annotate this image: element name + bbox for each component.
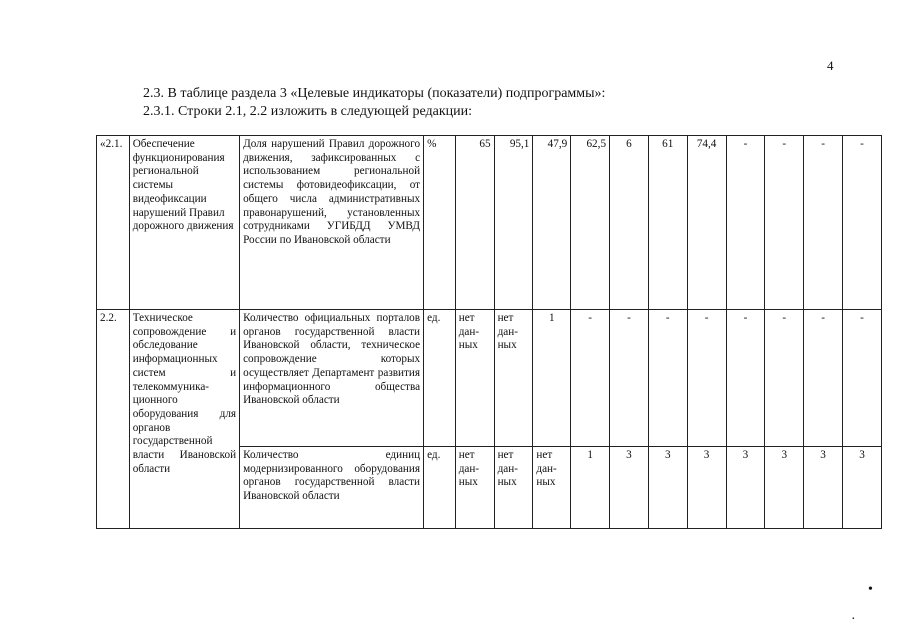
value-cell: 3 <box>687 447 726 529</box>
measure-name: Обеспечение функционирования региональной системы видеофиксации нарушений Правил дорожного движения <box>129 136 239 310</box>
value-cell: 47,9 <box>533 136 571 310</box>
value-cell: 1 <box>571 447 610 529</box>
value-cell: 62,5 <box>571 136 610 310</box>
value-cell: 74,4 <box>687 136 726 310</box>
value-cell: - <box>765 310 804 447</box>
value-cell: 3 <box>610 447 649 529</box>
page-number: 4 <box>827 58 834 73</box>
unit-cell: ед. <box>424 310 456 447</box>
intro-line-1: 2.3. В таблице раздела 3 «Целевые индикаторы (показатели) подпрограммы»: <box>143 86 606 101</box>
value-cell: - <box>648 310 687 447</box>
indicator-name: Доля нарушений Правил дорожного движения, зафиксированных с использованием региональной системы фотовидеофиксации, от общего числа административных правонарушений, установленных сотрудниками УГИБДД УМВД России по Ивановской области <box>240 136 424 310</box>
value-cell: - <box>804 310 843 447</box>
value-cell: нет дан-ных <box>455 310 494 447</box>
value-cell: 95,1 <box>494 136 533 310</box>
value-cell: 65 <box>455 136 494 310</box>
intro-line-2: 2.3.1. Строки 2.1, 2.2 изложить в следующей редакции: <box>143 104 473 119</box>
value-cell: - <box>610 310 649 447</box>
indicator-name: Количество единиц модернизированного оборудования органов государственной власти Ивановской области <box>240 447 424 529</box>
value-cell: 3 <box>765 447 804 529</box>
value-cell: - <box>765 136 804 310</box>
value-cell: - <box>804 136 843 310</box>
value-cell: - <box>843 136 882 310</box>
value-cell: - <box>571 310 610 447</box>
value-cell: 3 <box>843 447 882 529</box>
value-cell: 3 <box>804 447 843 529</box>
value-cell: - <box>843 310 882 447</box>
scan-mark: · <box>851 612 856 627</box>
unit-cell: ед. <box>424 447 456 529</box>
value-cell: 6 <box>610 136 649 310</box>
value-cell: - <box>726 310 765 447</box>
value-cell: нет дан-ных <box>533 447 571 529</box>
value-cell: нет дан-ных <box>455 447 494 529</box>
scan-mark: • <box>868 582 873 597</box>
table-row <box>97 136 882 310</box>
table-row <box>97 310 882 447</box>
value-cell: 3 <box>648 447 687 529</box>
value-cell: 3 <box>726 447 765 529</box>
indicator-name: Количество официальных порталов органов государственной власти Ивановской области, техническое сопровождение которых осуществляет Департамент развития информационного общества Ивановской области <box>240 310 424 447</box>
value-cell: - <box>687 310 726 447</box>
value-cell: - <box>726 136 765 310</box>
value-cell: нет дан-ных <box>494 447 533 529</box>
measure-name: Техническое сопровождение и обследование информационных систем и телекоммуника-ционного оборудования для органов государственной власти Ивановской области <box>129 310 239 529</box>
unit-cell: % <box>424 136 456 310</box>
row-number: 2.2. <box>97 310 130 529</box>
value-cell: нет дан-ных <box>494 310 533 447</box>
indicators-table <box>96 135 882 529</box>
value-cell: 61 <box>648 136 687 310</box>
value-cell: 1 <box>533 310 571 447</box>
row-number: «2.1. <box>97 136 130 310</box>
